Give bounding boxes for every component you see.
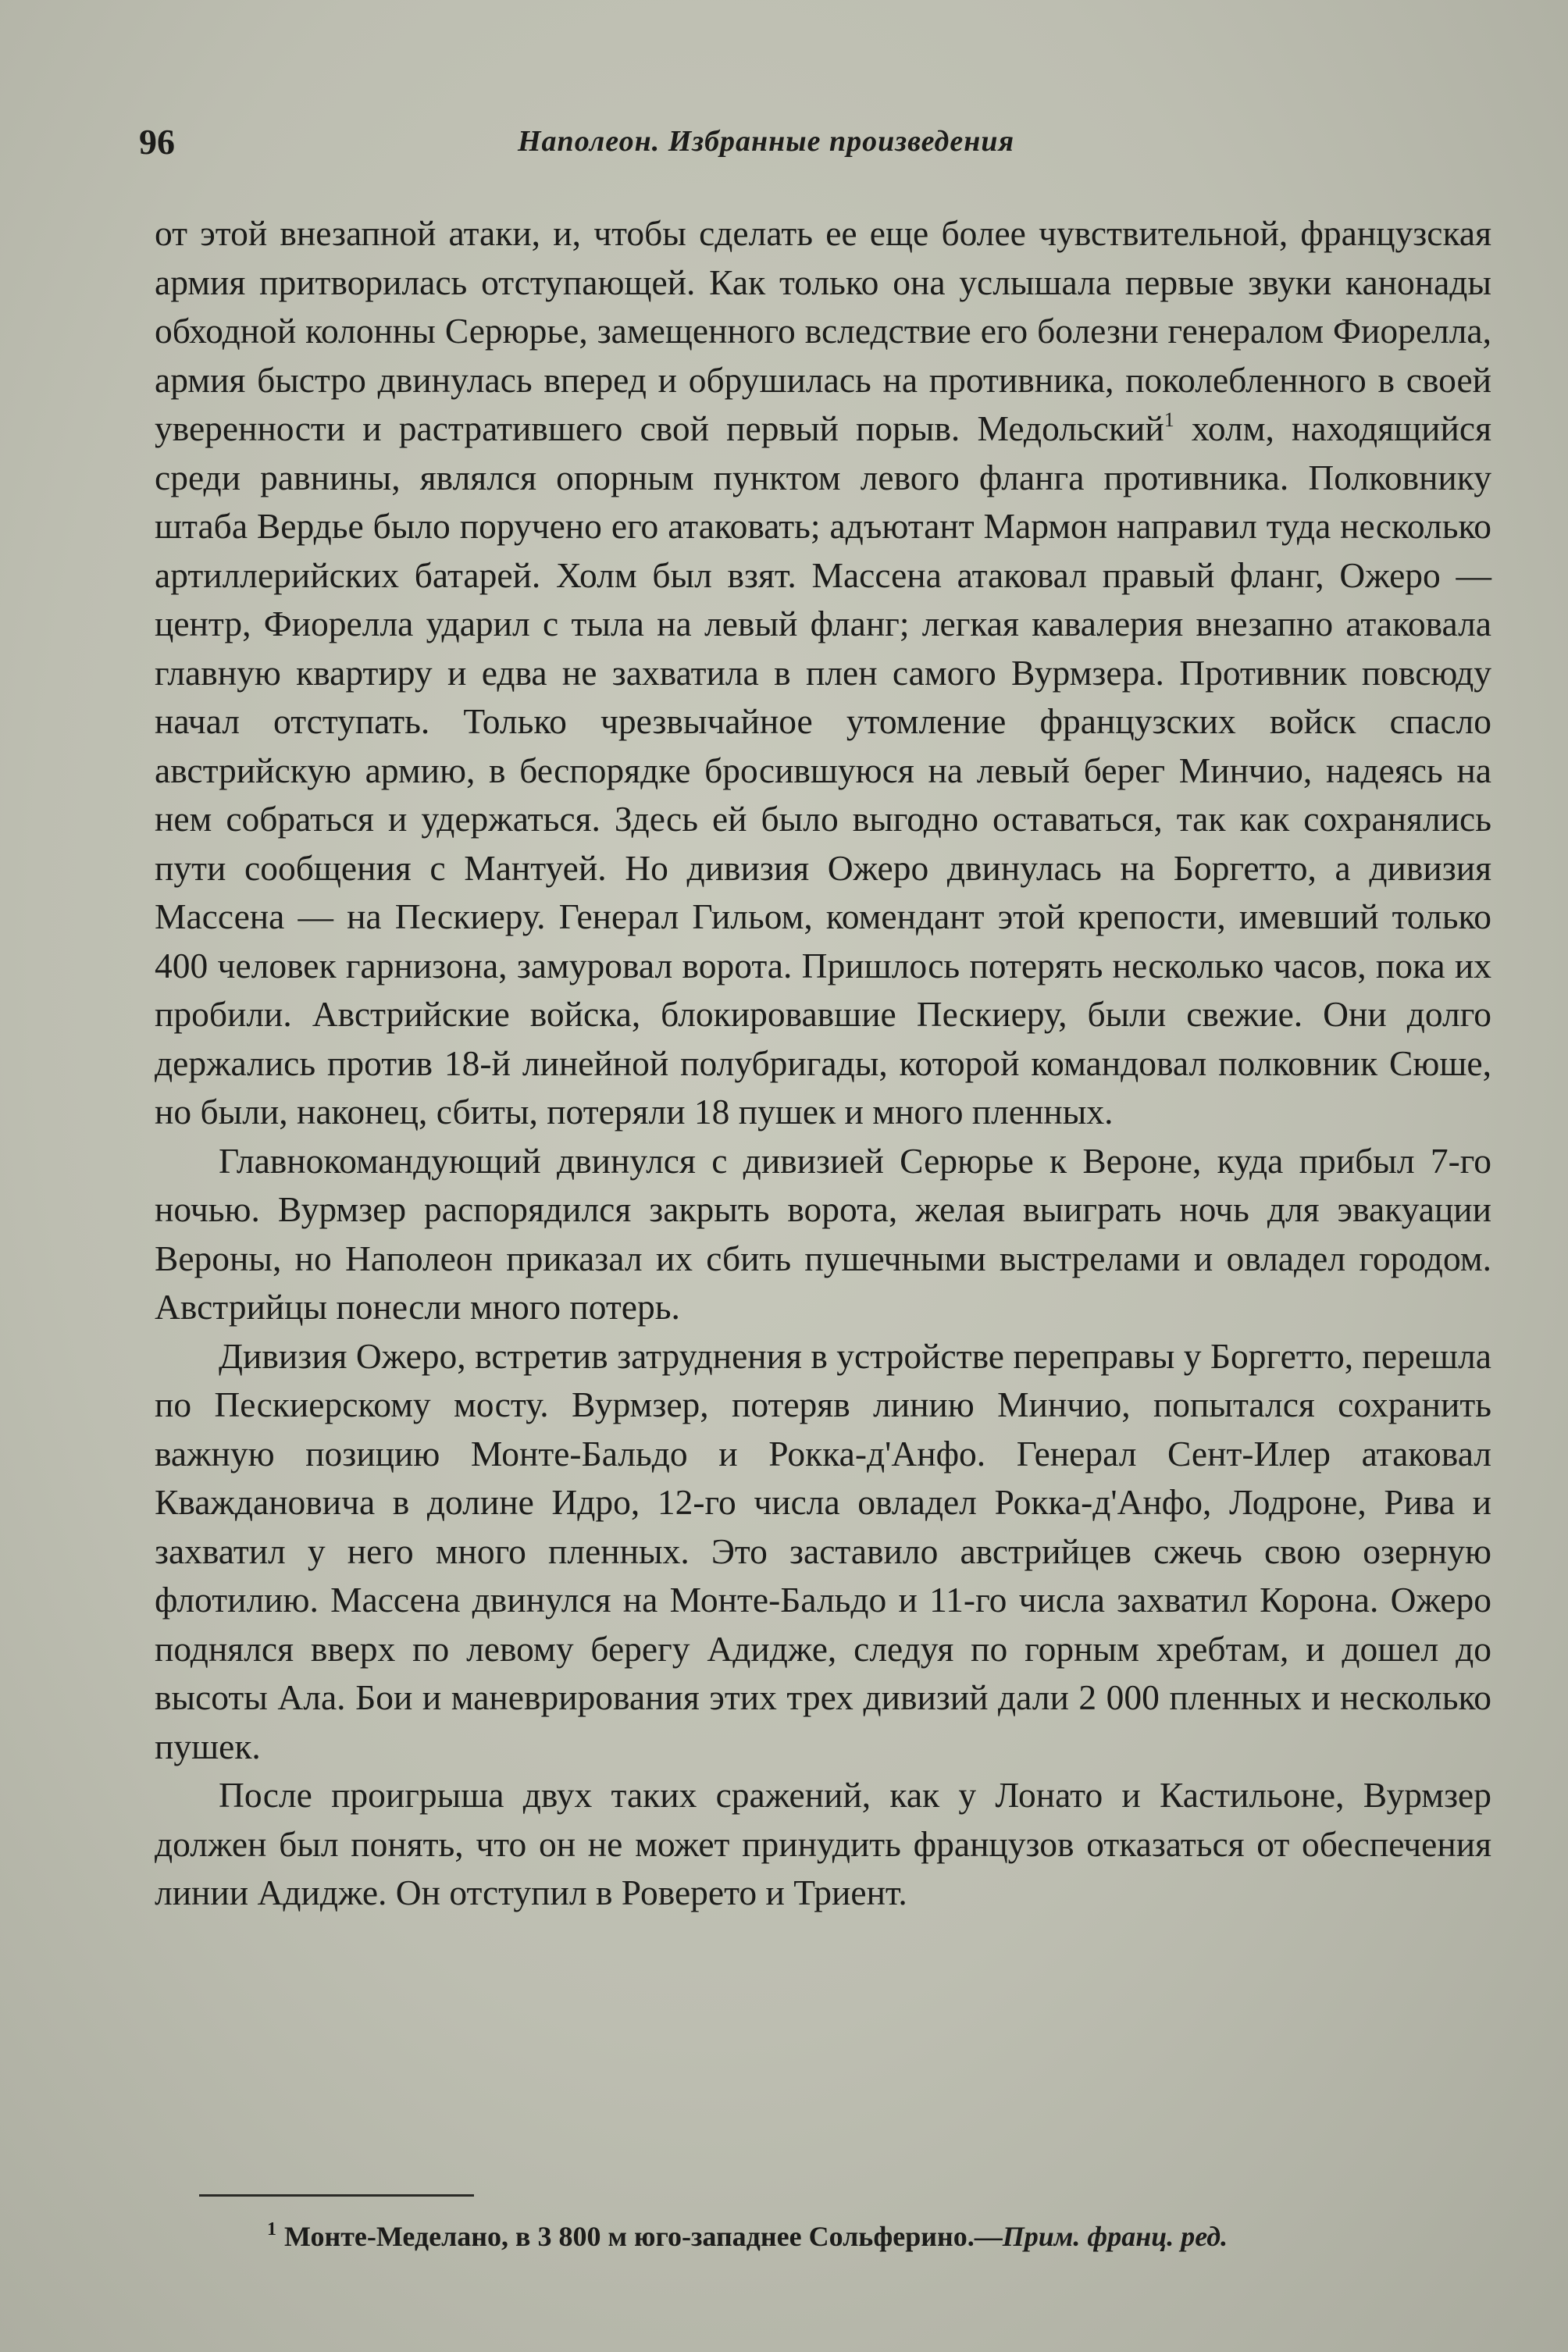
body-text (155, 209, 1491, 1918)
paragraph-3: Дивизия Ожеро, встретив затруднения в устройстве переправы у Боргетто, перешла по Пескиерскому мосту. Вурмзер, потеряв линию Минчио, попытался сохранить важную позицию Монте-Бальдо и Рокка-д'Анфо. Генерал Сент-Илер атаковал Кважданoвича в долине Идро, 12-го числа овладел Рокка-д'Анфо, Лодроне, Рива и захватил у него много пленных. Это заставило австрийцев сжечь свою озерную флотилию. Массена двинулся на Монте-Бальдо и 11-го числа захватил Корона. Ожеро поднялся вверх по левому берегу Адидже, следуя по горным хребтам, и дошел до высоты Ала. Бои и маневрирования этих трех дивизий дали 2 000 пленных и несколько пушек. (155, 1335, 1491, 1766)
paragraph-1 (155, 209, 1491, 1137)
page-number: 96 (139, 122, 175, 162)
page-header (139, 121, 1381, 176)
paragraph-4: После проигрыша двух таких сражений, как у Лонато и Кастильоне, Вурмзер должен был понять, что он не может принудить французов отказаться от обеспечения линии Адидже. Он отступил в Роверето и Триент. (155, 1775, 1491, 1912)
footnote-text: Монте-Меделано, в 3 800 м юго-западнее Сольферино.— (284, 2221, 1003, 2252)
running-title: Наполеон. Избранные произведения (518, 125, 1015, 158)
footnote-mark: 1 (267, 2219, 276, 2240)
footnote-reference: 1 (1164, 408, 1174, 431)
footnote (267, 2219, 1516, 2253)
footnote-editor-note: Прим. франц. ред. (1002, 2221, 1228, 2252)
paragraph-1-text-part-2: холм, находящийся среди равнины, являлся опорным пунктом левого фланга противника. Полковнику штаба Вердье было поручено его атаковать; адъютант Мармон направил туда несколько артиллерийских батарей. Холм был взят. Массена атаковал правый фланг, Ожеро — центр, Фиорелла ударил с тыла на левый фланг; легкая кавалерия внезапно атаковала главную квартиру и едва не захватила в плен самого Вурмзера. Противник повсюду начал отступать. Только чрезвычайное утомление французских войск спасло австрийскую армию, в беспорядке бросившуюся на левый берег Минчио, надеясь на нем собраться и удержаться. Здесь ей было выгодно оставаться, так как сохранялись пути сообщения с Мантуей. Но дивизия Ожеро двинулась на Боргетто, а дивизия Массена — на Пескиеру. Генерал Гильом, комендант этой крепости, имевший только 400 человек гарнизона, замуровал ворота. Пришлось потерять несколько часов, пока их пробили. Австрийские войска, блокировавшие Пескиеру, были свежие. Они долго держались против 18-й линейной полубригады, которой командовал полковник Сюше, но были, наконец, сбиты, потеряли 18 пушек и много пленных. (155, 408, 1491, 1131)
footnote-divider (199, 2194, 474, 2197)
paragraph-1-text-part-1: от этой внезапной атаки, и, чтобы сделать ее еще более чувствительной, французская армия притворилась отступающей. Как только она услышала первые звуки канонады обходной колонны Серюрье, замещенного вследствие его болезни генералом Фиорелла, армия быстро двинулась вперед и обрушилась на противника, поколебленного в своей уверенности и растратившего свой первый порыв. Медольский (155, 213, 1491, 448)
paragraph-2: Главнокомандующий двинулся с дивизией Серюрье к Вероне, куда прибыл 7-го ночью. Вурмзер распорядился закрыть ворота, желая выиграть ночь для эвакуации Вероны, но Наполеон приказал их сбить пушечными выстрелами и овладел городом. Австрийцы понесли много потерь. (155, 1140, 1491, 1327)
